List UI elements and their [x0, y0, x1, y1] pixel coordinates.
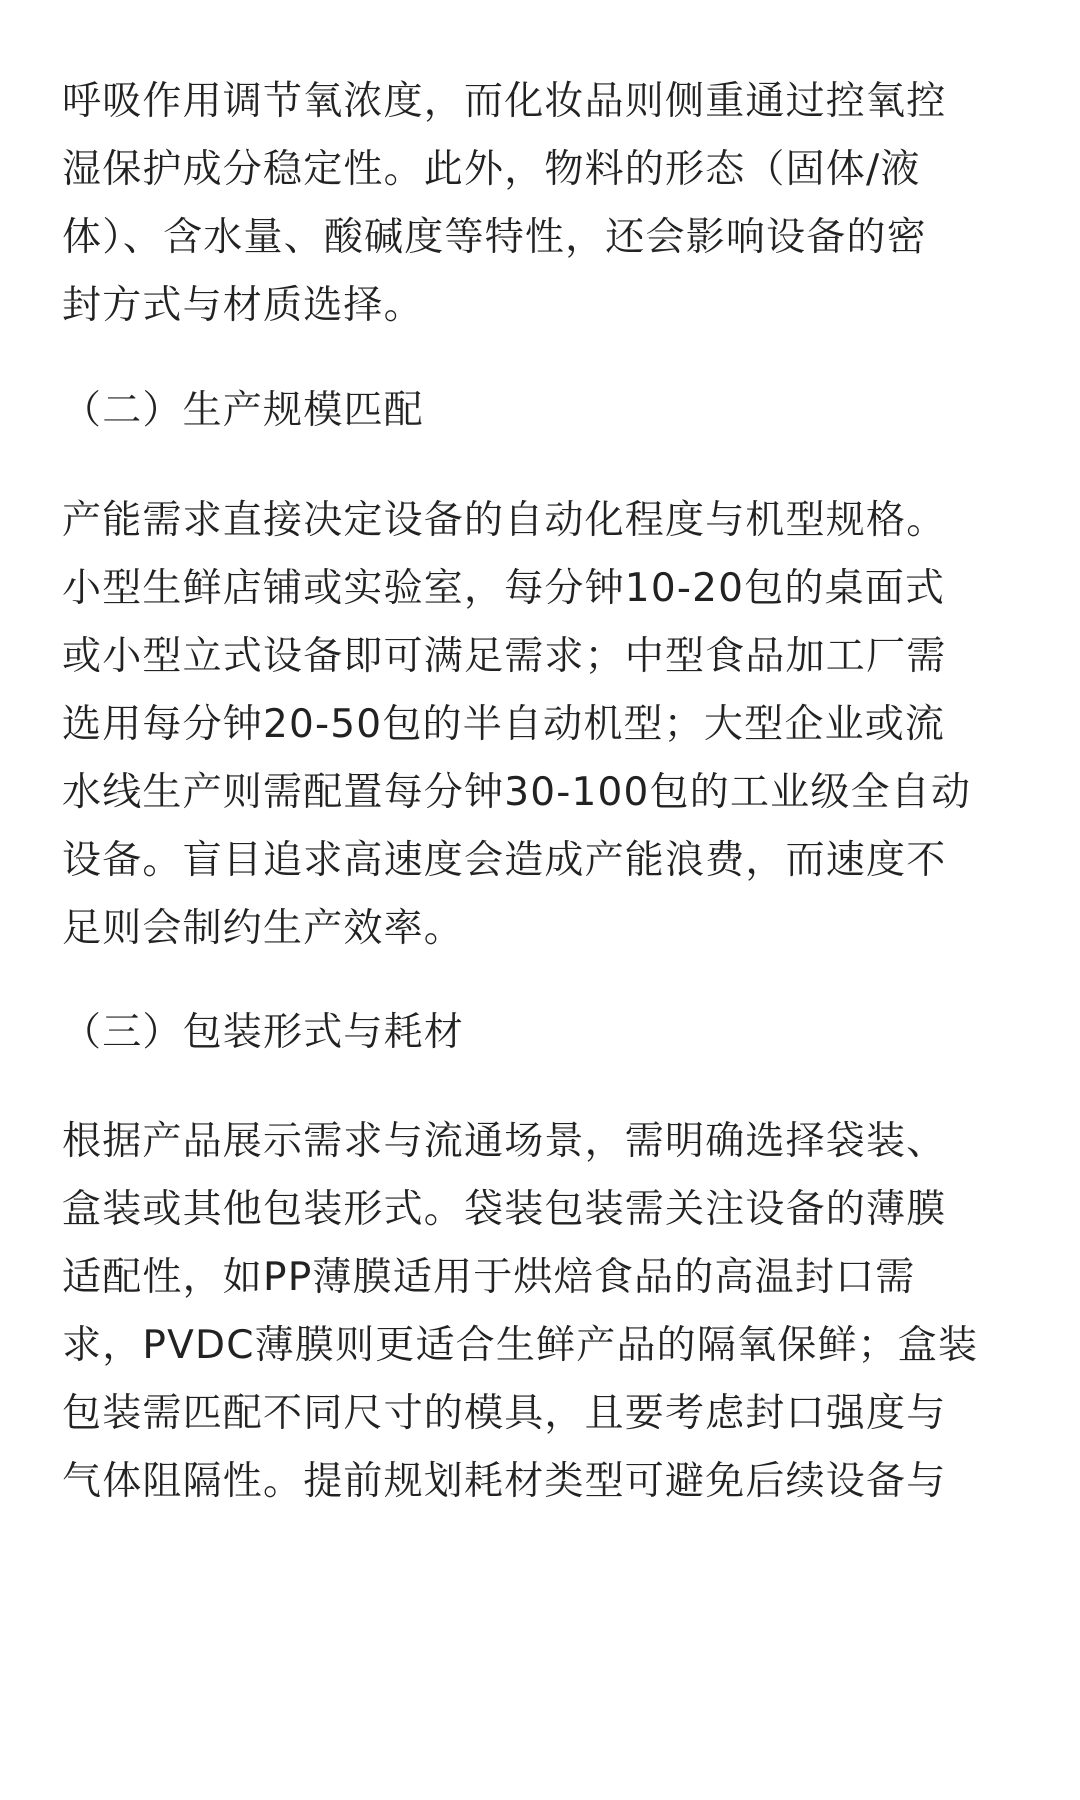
text-line: 适配性，如PP薄膜适用于烘焙食品的高温封口需	[62, 1255, 916, 1300]
text-line: 选用每分钟20-50包的半自动机型；大型企业或流	[62, 702, 946, 747]
text-line: 或小型立式设备即可满足需求；中型食品加工厂需	[62, 634, 947, 679]
text-line: 产能需求直接决定设备的自动化程度与机型规格。	[62, 498, 947, 543]
text-line: 求，PVDC薄膜则更适合生鲜产品的隔氧保鲜；盒装	[62, 1323, 979, 1368]
text-line: 根据产品展示需求与流通场景，需明确选择袋装、	[62, 1119, 947, 1164]
text-line: 设备。盲目追求高速度会造成产能浪费，而速度不	[62, 838, 947, 883]
text-line: 小型生鲜店铺或实验室，每分钟10-20包的桌面式	[62, 566, 946, 611]
text-line: 盒装或其他包装形式。袋装包装需关注设备的薄膜	[62, 1187, 947, 1232]
text-line: 足则会制约生产效率。	[62, 906, 465, 951]
text-line: 气体阻隔性。提前规划耗材类型可避免后续设备与	[62, 1459, 947, 1504]
text-line: 包装需匹配不同尺寸的模具，且要考虑封口强度与	[62, 1391, 947, 1436]
text-line: 体）、含水量、酸碱度等特性，还会影响设备的密	[62, 215, 927, 260]
text-line: 封方式与材质选择。	[62, 283, 424, 328]
text-line: 水线生产则需配置每分钟30-100包的工业级全自动	[62, 770, 972, 815]
section-heading-production-scale: （二）生产规模匹配	[62, 388, 424, 433]
section-heading-packaging-form: （三）包装形式与耗材	[62, 1010, 465, 1055]
text-line: 呼吸作用调节氧浓度，而化妆品则侧重通过控氧控	[62, 79, 947, 124]
text-line: 湿保护成分稳定性。此外，物料的形态（固体/液	[62, 147, 921, 192]
